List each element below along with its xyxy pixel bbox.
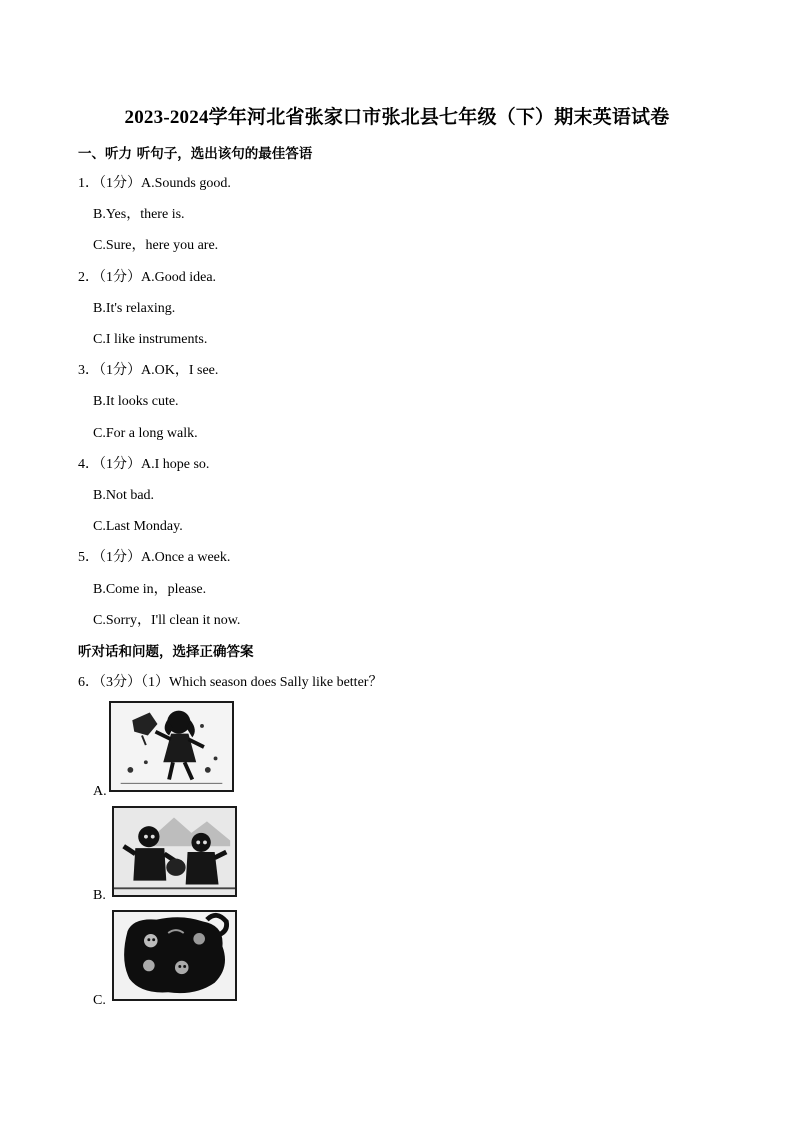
question-2-stem: 2．（1分）A.Good idea. — [78, 270, 217, 285]
question-3-option-b: B.It looks cute. — [93, 394, 179, 409]
picture-b-label: B. — [93, 888, 106, 903]
question-3-stem: 3．（1分）A.OK，I see. — [78, 363, 219, 378]
picture-c-label: C. — [93, 993, 106, 1008]
section-heading-listening: 一、听力 听句子，选出该句的最佳答语 — [78, 146, 313, 162]
question-1-stem: 1．（1分）A.Sounds good. — [78, 176, 231, 191]
question-4-stem: 4．（1分）A.I hope so. — [78, 457, 210, 472]
picture-a-label: A. — [93, 784, 107, 799]
section-heading-dialogue: 听对话和问题，选择正确答案 — [78, 644, 254, 660]
winter-kids-snow-picture — [112, 806, 237, 897]
question-5-stem: 5．（1分）A.Once a week. — [78, 550, 231, 565]
page-title: 2023-2024学年河北省张家口市张北县七年级（下）期末英语试卷 — [124, 107, 670, 128]
question-2-option-b: B.It's relaxing. — [93, 301, 176, 316]
question-5-option-c: C.Sorry，I'll clean it now. — [93, 613, 241, 628]
summer-family-picture — [112, 910, 237, 1001]
question-1-option-b: B.Yes，there is. — [93, 207, 185, 222]
question-4-option-b: B.Not bad. — [93, 488, 155, 503]
question-2-option-c: C.I like instruments. — [93, 332, 208, 347]
question-5-option-b: B.Come in，please. — [93, 582, 207, 597]
question-1-option-c: C.Sure，here you are. — [93, 238, 219, 253]
question-4-option-c: C.Last Monday. — [93, 519, 183, 534]
question-3-option-c: C.For a long walk. — [93, 426, 198, 441]
question-6-stem: 6．（3分）（1）Which season does Sally like better？ — [78, 675, 383, 690]
autumn-girl-leaves-picture — [109, 701, 234, 792]
